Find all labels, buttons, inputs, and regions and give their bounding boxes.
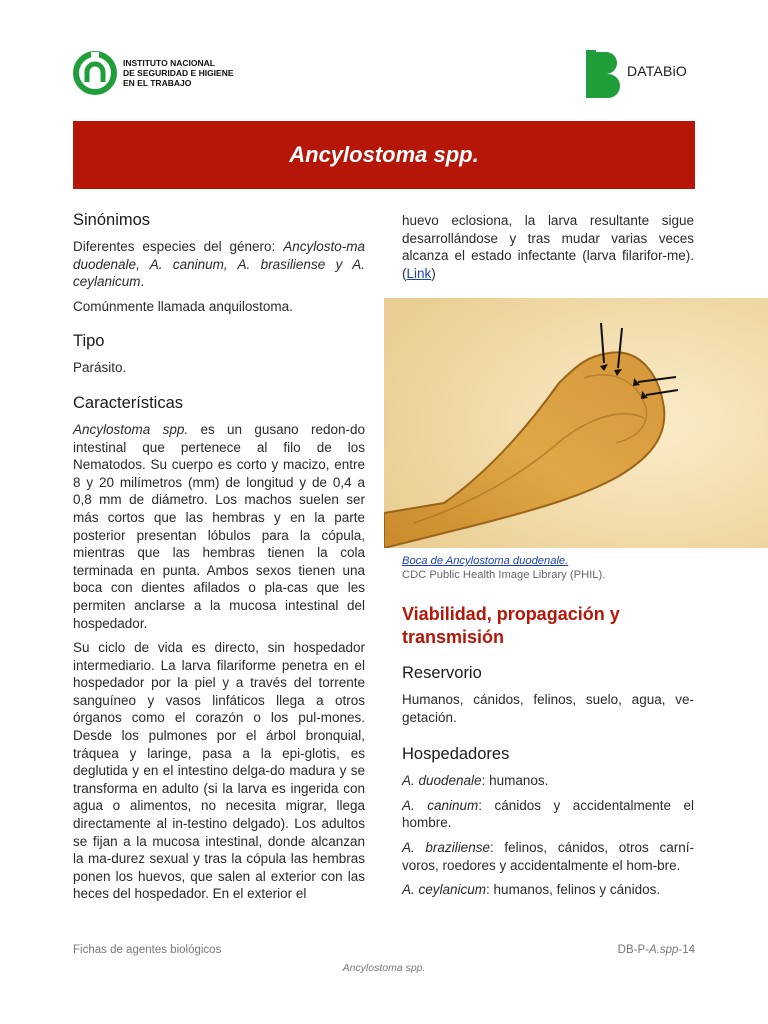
host-item <box>402 881 694 899</box>
right-column-bottom <box>402 603 694 906</box>
caracteristicas-p2: Su ciclo de vida es directo, sin hospedador intermediario. La larva filariforme penetra en el hospedador por la piel y a través del torrente sanguíneo y vasos linfáticos llega a otros órganos como el corazón o los pul-mones. Desde los pulmones por el árbol bronquial, tráquea y laringe, pasa a la epi-glotis, es deglutida y en el intestino delga-do madura y se transforma en adulto (si la larva es ingerida con agua o alimentos, no necesita migrar, llega directamente al in-testino delgado). Los adultos se fijan a la mucosa intestinal, donde alcanzan la ma-durez sexual y tras la cópula las hembras ponen los huevos, que salen al exterior con las heces del hospedador. En el exterior el <box>73 640 365 902</box>
sinonimos-common-name: Comúnmente llamada anquilostoma. <box>73 298 293 314</box>
tipo-text: Parásito. <box>73 360 127 376</box>
insht-line-2: DE SEGURIDAD E HIGIENE <box>123 68 234 78</box>
footer-center: Ancylostoma spp. <box>342 962 426 974</box>
caracteristicas-p1 <box>73 421 365 632</box>
insht-line-1: INSTITUTO NACIONAL <box>123 58 215 68</box>
sinonimos-text <box>73 238 365 291</box>
host-text: : felinos, cánidos, otros carní-voros, roedores y accidentalmente el hom-bre. <box>402 839 694 873</box>
right-column-top <box>402 212 694 289</box>
caracteristicas-genus: Ancylostoma spp. <box>73 421 189 437</box>
databio-label: DATABiO <box>627 63 687 79</box>
caracteristicas-p3-text: huevo eclosiona, la larva resultante sigue desarrollándose y tras mudar varias veces alcanza el estado infectante (larva filarifor-me). ( <box>402 213 694 281</box>
caracteristicas-p3 <box>402 212 694 282</box>
doc-code-prefix: DB-P- <box>617 944 649 956</box>
host-item <box>402 772 694 790</box>
tipo-heading: Tipo <box>73 332 105 351</box>
insht-logo <box>72 50 234 96</box>
caracteristicas-heading: Características <box>73 393 184 412</box>
host-species: A. braziliense <box>402 839 490 855</box>
insht-emblem-icon <box>72 50 118 96</box>
hospedadores-heading: Hospedadores <box>402 745 510 764</box>
footer-left: Fichas de agentes biológicos <box>73 944 222 956</box>
title-banner <box>73 121 695 189</box>
host-text: : humanos, felinos y cánidos. <box>486 882 661 898</box>
host-species: A. caninum <box>402 797 479 813</box>
left-column <box>73 210 365 910</box>
page-title: Ancylostoma spp. <box>289 142 479 167</box>
sinonimos-heading: Sinónimos <box>73 211 151 229</box>
footer-doc-code <box>560 944 695 956</box>
insht-name <box>123 58 234 88</box>
sinonimos-suffix: . <box>140 274 145 290</box>
info-link[interactable]: Link <box>406 265 432 281</box>
doc-code-suffix: -14 <box>678 944 695 956</box>
image-caption <box>402 554 702 582</box>
host-species: A. duodenale <box>402 773 482 789</box>
caption-credit: CDC Public Health Image Library (PHIL). <box>402 569 606 581</box>
host-item <box>402 797 694 832</box>
caracteristicas-p3-end: ) <box>431 265 436 281</box>
databio-b-icon <box>586 50 624 100</box>
caption-link[interactable]: Boca de Ancylostoma duodenale. <box>402 555 569 567</box>
sinonimos-prefix: Diferentes especies del género: <box>73 239 284 254</box>
host-species: A. ceylanicum <box>402 882 487 898</box>
reservorio-heading: Reservorio <box>402 664 482 682</box>
ancylostoma-micrograph <box>384 298 768 548</box>
insht-line-3: EN EL TRABAJO <box>123 78 192 88</box>
viabilidad-heading: Viabilidad, propagación y transmisión <box>402 604 620 647</box>
caracteristicas-p1-text: es un gusano redon-do intestinal que pertenece al filo de los Nematodos. Su cuerpo es corto y macizo, entre 8 y 20 milímetros (mm) de longitud y de 0,4 a 0,8 mm de diámetro. Los machos suelen ser más cortos que las hembras y en la parte posterior presentan lóbulos para la cópula, mientras que las hembras tienen la cola terminada en punta. Ambos sexos tienen una boca con dientes afilados o pla-cas que les permiten anclarse a la mucosa intestinal del hospedador. <box>73 421 365 631</box>
sinonimos-species: Ancylosto-ma duodenale, A. caninum, A. brasiliense y A. ceylanicum <box>73 239 365 290</box>
reservorio-text: Humanos, cánidos, felinos, suelo, agua, ve-getación. <box>402 692 694 725</box>
doc-code-italic: A.spp <box>648 944 679 956</box>
databio-logo <box>586 50 687 100</box>
host-text: : humanos. <box>481 773 549 789</box>
host-text: : cánidos y accidentalmente el hombre. <box>402 797 694 831</box>
host-item <box>402 839 694 874</box>
